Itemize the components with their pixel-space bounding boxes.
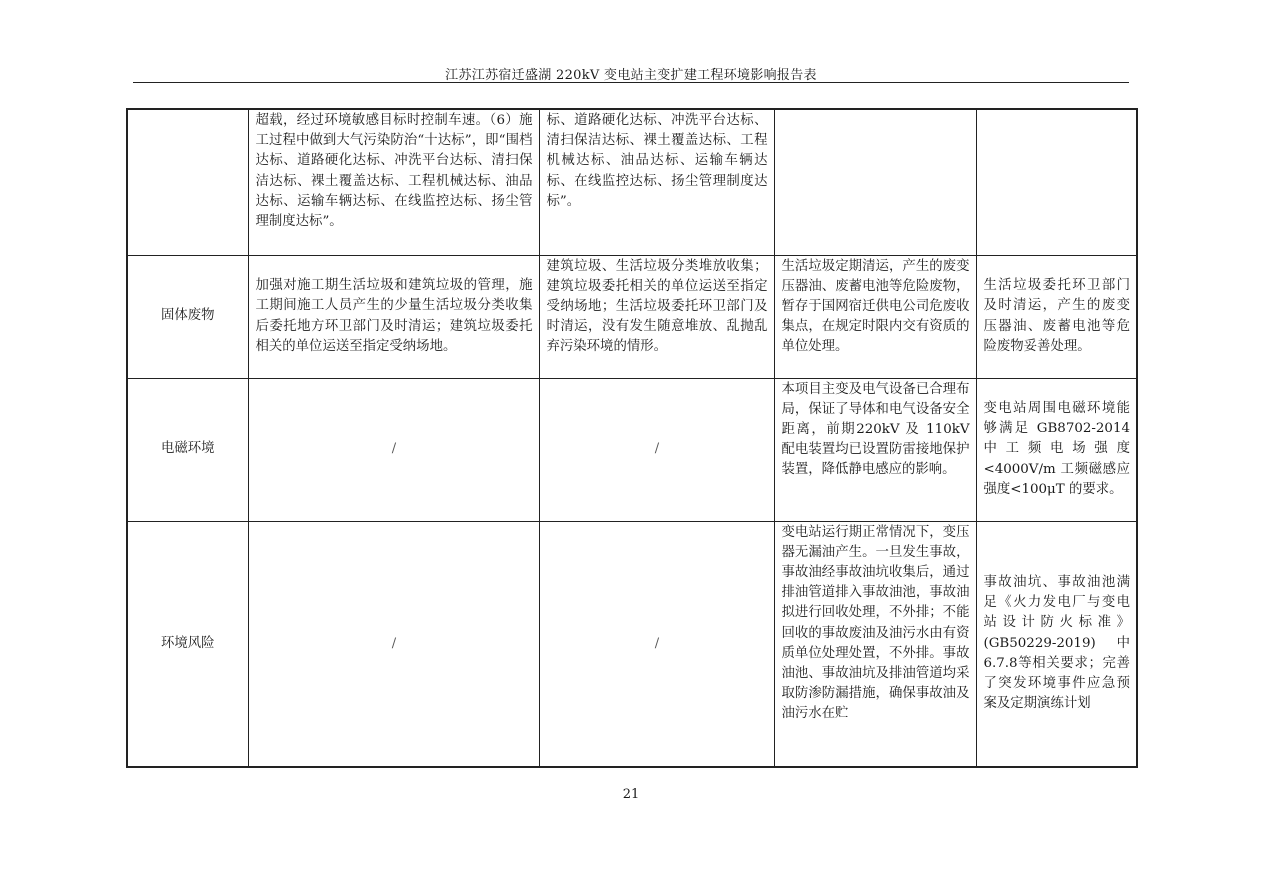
implementation-cell: 建筑垃圾、生活垃圾分类堆放收集；建筑垃圾委托相关的单位运送至指定受纳场地；生活垃圾委托环卫部门及时清运，没有发生随意堆放、乱抛乱弃污染环境的情形。 — [539, 255, 774, 378]
category-cell: 固体废物 — [127, 255, 248, 378]
header-divider — [133, 82, 1129, 83]
construction-measures-cell: 加强对施工期生活垃圾和建筑垃圾的管理，施工期间施工人员产生的少量生活垃圾分类收集后委托地方环卫部门及时清运；建筑垃圾委托相关的单位运送至指定受纳场地。 — [248, 255, 539, 378]
table-row-environmental-risk — [127, 521, 1137, 767]
not-applicable-mark: / — [539, 521, 774, 767]
table-row-continued — [127, 109, 1137, 255]
effect-cell: 变电站周围电磁环境能够满足 GB8702-2014 中工频电场强度<4000V/m 工频磁感应强度<100μT 的要求。 — [976, 378, 1137, 521]
page-number: 21 — [622, 787, 640, 802]
table-row-solid-waste — [127, 255, 1137, 378]
operation-measures-cell — [774, 109, 976, 255]
environment-measures-table — [126, 108, 1138, 768]
operation-measures-cell: 生活垃圾定期清运，产生的废变压器油、废蓄电池等危险废物，暂存于国网宿迁供电公司危废收集点，在规定时限内交有资质的单位处理。 — [774, 255, 976, 378]
not-applicable-mark: / — [539, 378, 774, 521]
category-cell: 电磁环境 — [127, 378, 248, 521]
category-cell — [127, 109, 248, 255]
document-header-title: 江苏江苏宿迁盛湖 220kV 变电站主变扩建工程环境影响报告表 — [445, 68, 817, 83]
operation-measures-cell: 本项目主变及电气设备已合理布局，保证了导体和电气设备安全距离，前期220kV 及 110kV 配电装置均已设置防雷接地保护装置，降低静电感应的影响。 — [774, 378, 976, 521]
effect-cell: 事故油坑、事故油池满足《火力发电厂与变电站设计防火标准》(GB50229-2019)中6.7.8等相关要求；完善了突发环境事件应急预案及定期演练计划 — [976, 521, 1137, 767]
table-row-electromagnetic — [127, 378, 1137, 521]
not-applicable-mark: / — [248, 378, 539, 521]
effect-cell — [976, 109, 1137, 255]
implementation-cell: 标、道路硬化达标、冲洗平台达标、清扫保洁达标、裸土覆盖达标、工程机械达标、油品达标、运输车辆达标、在线监控达标、扬尘管理制度达标”。 — [539, 109, 774, 255]
effect-cell: 生活垃圾委托环卫部门及时清运，产生的废变压器油、废蓄电池等危险废物妥善处理。 — [976, 255, 1137, 378]
construction-measures-cell: 超载，经过环境敏感目标时控制车速。（6）施工过程中做到大气污染防治“十达标”，即“围档达标、道路硬化达标、冲洗平台达标、清扫保洁达标、裸土覆盖达标、工程机械达标、油品达标、运输车辆达标、在线监控达标、扬尘管理制度达标”。 — [248, 109, 539, 255]
operation-measures-cell: 变电站运行期正常情况下，变压器无漏油产生。一旦发生事故，事故油经事故油坑收集后，通过排油管道排入事故油池，事故油拟进行回收处理，不外排；不能回收的事故废油及油污水由有资质单位处理处置，不外排。事故油池、事故油坑及排油管道均采取防渗防漏措施，确保事故油及油污水在贮 — [774, 521, 976, 767]
category-cell: 环境风险 — [127, 521, 248, 767]
not-applicable-mark: / — [248, 521, 539, 767]
